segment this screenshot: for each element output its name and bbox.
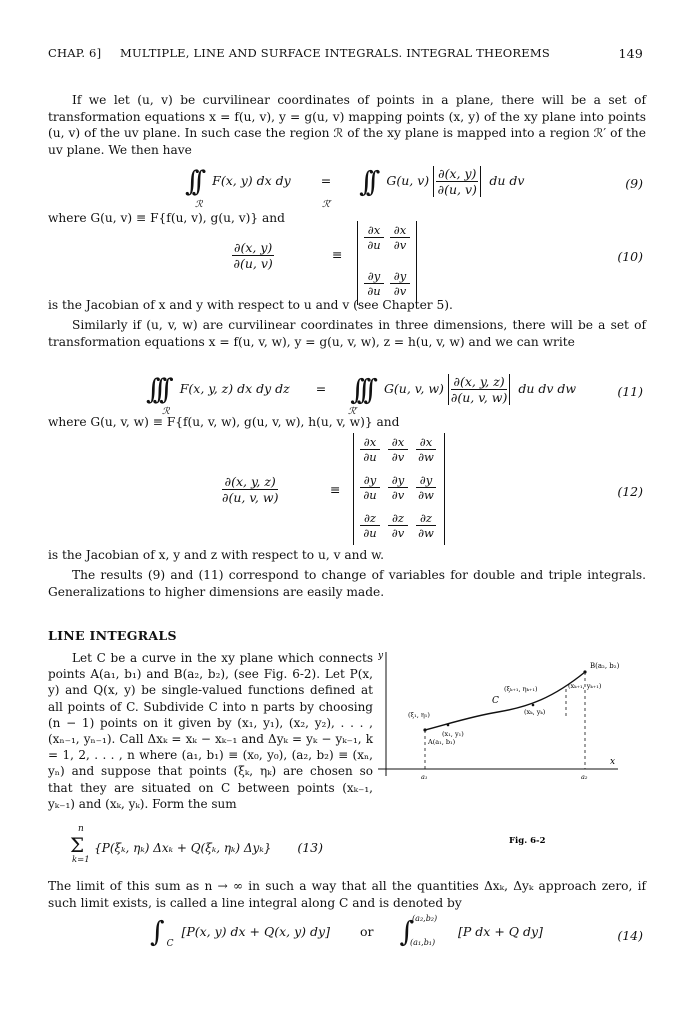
paragraph-curvilinear-3d: Similarly if (u, v, w) are curvilinear coordinates in three dimensions, there will be a set of transformation equations x = f(u, v, w), y = g(u, v, w), z = h(u, v, w) and we can write	[48, 318, 646, 349]
label-xk: (xₖ, yₖ)	[524, 708, 546, 716]
eq12-jac-den: ∂(u, v, w)	[222, 490, 279, 505]
x-axis-label: x	[610, 757, 616, 767]
eq10-jac-num: ∂(x, y)	[234, 240, 273, 255]
eq9-lhs-region: ℛ	[195, 199, 203, 210]
point-A	[423, 728, 426, 731]
point-xk	[532, 704, 535, 707]
eq13-upper: n	[78, 824, 84, 834]
eq14-number: (14)	[617, 928, 643, 943]
eq9-jac-num: ∂(x, y)	[438, 166, 477, 181]
equation-11	[146, 374, 576, 405]
equation-9	[185, 166, 525, 197]
eq11-abs-jacobian	[448, 374, 510, 405]
eq11-rhs: G(u, v, w)	[383, 381, 444, 396]
eq9-jac-den: ∂(u, v)	[437, 182, 477, 197]
det-entry: ∂x ∂v	[388, 435, 408, 464]
y-axis-label: y	[378, 651, 384, 661]
paragraph-change-of-variables: The results (9) and (11) correspond to change of variables for double and triple integrals. Generalizations to higher dimensions are easily made.	[48, 568, 646, 599]
eq13-lower: k=1	[72, 855, 90, 865]
triple-integral-sign: ∫∫∫	[350, 372, 370, 406]
eq11-lhs: F(x, y, z) dx dy dz	[179, 381, 290, 396]
det-entry: ∂x ∂w	[416, 435, 436, 464]
eq9-lhs: F(x, y) dx dy	[212, 173, 291, 188]
eq10-jacobian	[232, 240, 274, 271]
eq10-number: (10)	[617, 249, 643, 264]
running-header	[48, 46, 643, 64]
label-x1: (x₁, y₁)	[442, 730, 464, 738]
jacobian-definition-3d: is the Jacobian of x, y and z with respect to u, v and w.	[48, 548, 385, 562]
paragraph-curvilinear-2d: If we let (u, v) be curvilinear coordinates of points in a plane, there will be a set of transformation equations x = f(u, v), y = g(u, v) mapping points (x, y) of the xy plane into points (u, v) of the uv plane. In such case the region ℛ of the xy plane is mapped into a region ℛ′ of the uv plane. We then have	[48, 93, 646, 157]
eq9-tail: du dv	[489, 173, 525, 188]
eq14-sub-C: C	[166, 938, 174, 949]
triple-integral-sign: ∫∫∫	[146, 372, 166, 406]
det-entry: ∂z ∂u	[360, 511, 380, 540]
det-entry: ∂x ∂v	[390, 223, 410, 252]
eq9-jacobian	[436, 166, 478, 197]
label-A: A(a₁, b₁)	[428, 738, 456, 746]
chapter-label: CHAP. 6]	[48, 46, 102, 60]
point-B	[583, 670, 586, 673]
where-G-uvw: where G(u, v, w) ≡ F{f(u, v, w), g(u, v, w), h(u, v, w)} and	[48, 415, 400, 429]
point-x1	[447, 724, 450, 727]
equation-14	[150, 914, 543, 949]
eq12-jacobian	[222, 474, 278, 505]
integral-sign: ∫	[150, 915, 157, 948]
det-entry: ∂x ∂u	[360, 435, 380, 464]
eq10-jac-den: ∂(u, v)	[233, 256, 273, 271]
figure-6-2	[378, 646, 660, 846]
curve-C	[425, 672, 585, 730]
eq12-determinant	[353, 433, 445, 545]
equation-13	[70, 824, 323, 865]
label-xi-k1: (ξₖ₊₁, ηₖ₊₁)	[504, 685, 538, 693]
sigma-sign: Σ	[70, 833, 85, 857]
section-title-line-integrals: LINE INTEGRALS	[48, 628, 177, 643]
eq14-lower: (a₁,b₁)	[410, 938, 436, 947]
det-entry: ∂z ∂v	[388, 511, 408, 540]
eq10-equiv: ≡	[332, 247, 343, 262]
label-a1: a₁	[421, 773, 428, 781]
eq11-jac-num: ∂(x, y, z)	[451, 374, 507, 390]
label-a2: a₂	[581, 773, 588, 781]
det-entry: ∂y ∂v	[388, 473, 408, 502]
eq11-jac-den: ∂(u, v, w)	[450, 390, 508, 405]
eq10-determinant	[357, 221, 417, 305]
label-B: B(a₂, b₂)	[590, 662, 620, 670]
eq9-abs-jacobian	[433, 166, 481, 197]
eq12-jac-num: ∂(x, y, z)	[222, 474, 278, 490]
eq12-equiv: ≡	[330, 482, 341, 497]
eq12-number: (12)	[617, 484, 643, 499]
eq11-lhs-region: ℛ	[162, 406, 170, 417]
chapter-title: MULTIPLE, LINE AND SURFACE INTEGRALS. INTEGRAL THEOREMS	[120, 46, 550, 60]
eq11-rhs-region: ℛ′	[348, 406, 358, 417]
eq14-upper: (a₂,b₂)	[412, 914, 438, 923]
equation-10	[232, 240, 274, 271]
eq13-body: {P(ξₖ, ηₖ) Δxₖ + Q(ξₖ, ηₖ) Δyₖ}	[94, 841, 272, 855]
label-xk1: (xₖ₊₁, yₖ₊₁)	[568, 682, 602, 690]
det-entry: ∂y ∂u	[360, 473, 380, 502]
integral-sign: ∫	[399, 915, 407, 948]
paragraph-line-integral-setup: Let C be a curve in the xy plane which connects points A(a₁, b₁) and B(a₂, b₂), (see Fig. 6-2). Let P(x, y) and Q(x, y) be single-valued functions defined at all points of C. Subdivide C into n parts by choosing (n − 1) points on it given by (x₁, y₁), (x₂, y₂), . . . , (xₙ₋₁, yₙ₋₁). Call Δxₖ = xₖ − xₖ₋₁ and Δyₖ = yₖ − yₖ₋₁, k = 1, 2, . . . , n where (a₁, b₁) ≡ (x₀, y₀), (a₂, b₂) ≡ (xₙ, yₙ) and suppose that points (ξₖ, ηₖ) are chosen so that they are situated on C between points (xₖ₋₁, yₖ₋₁) and (xₖ, yₖ). Form the sum	[48, 651, 373, 811]
det-entry: ∂z ∂w	[416, 511, 436, 540]
eq11-jacobian	[451, 374, 507, 405]
jacobian-definition-2d: is the Jacobian of x and y with respect to u and v (see Chapter 5).	[48, 298, 453, 312]
eq9-rhs-region: ℛ′	[322, 199, 332, 210]
where-G-uv: where G(u, v) ≡ F{f(u, v), g(u, v)} and	[48, 211, 285, 225]
double-integral-sign: ∫∫	[185, 164, 199, 198]
paragraph-line-integral-definition: The limit of this sum as n → ∞ in such a way that all the quantities Δxₖ, Δyₖ approach zero, if such limit exists, is called a line integral along C and is denoted by	[48, 879, 646, 910]
label-C: C	[492, 696, 499, 706]
equation-12	[222, 474, 278, 505]
det-entry: ∂x ∂u	[364, 223, 384, 252]
double-integral-sign: ∫∫	[359, 164, 373, 198]
eq14-left: [P(x, y) dx + Q(x, y) dy]	[181, 923, 330, 939]
eq9-equals: =	[320, 173, 332, 188]
page-number: 149	[618, 46, 643, 61]
eq14-right: [P dx + Q dy]	[458, 923, 543, 939]
eq11-equals: =	[315, 381, 327, 396]
eq9-rhs: G(u, v)	[386, 173, 430, 188]
eq9-number: (9)	[625, 176, 643, 191]
det-entry: ∂y ∂u	[364, 269, 384, 298]
eq11-tail: du dv dw	[518, 381, 577, 396]
figure-caption: Fig. 6-2	[509, 836, 546, 846]
label-xi-1: (ξ₁, η₁)	[408, 711, 430, 719]
det-entry: ∂y ∂w	[416, 473, 436, 502]
eq13-number: (13)	[297, 840, 323, 855]
eq14-or: or	[359, 923, 374, 939]
det-entry: ∂y ∂v	[390, 269, 410, 298]
eq11-number: (11)	[617, 384, 643, 399]
